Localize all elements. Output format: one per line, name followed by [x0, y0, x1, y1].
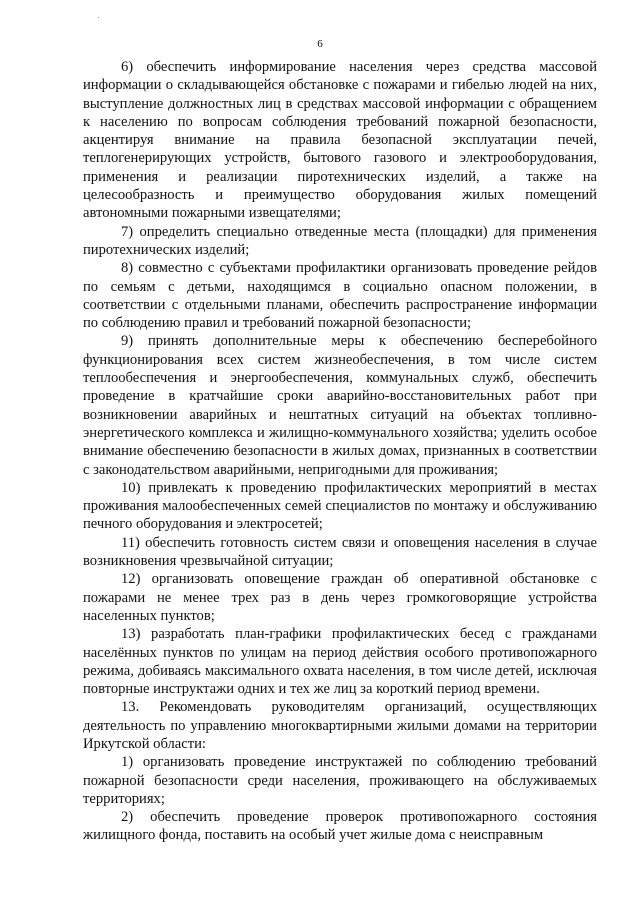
paragraph-item-6: 6) обеспечить информирование населения через средства массовой информации о складывающейся обстановке с пожарами и гибелью людей на них, выступление должностных лиц в средствах массовой информации с обращением к населению по вопросам соблюдения требований пожарной безопасности, акцентируя внимание на правила безопасной эксплуатации печей, теплогенерирующих устройств, бытового газового и электрооборудования, применения и реализации пиротехнических изделий, а также на целесообразность и преимущество оборудования жилых помещений автономными пожарными извещателями; — [83, 59, 597, 222]
paragraph-item-13: 13) разработать план-графики профилактических бесед с гражданами населённых пунктов по улицам на период действия особого противопожарного режима, добиваясь максимального охвата населения, в том числе детей, исключая повторные инструктажи одних и тех же лиц за короткий период времени. — [83, 626, 597, 698]
scan-speck — [98, 17, 99, 18]
paragraph-subitem-2: 2) обеспечить проведение проверок противопожарного состояния жилищного фонда, поставить на особый учет жилые дома с неисправным — [83, 809, 597, 844]
paragraph-item-11: 11) обеспечить готовность систем связи и оповещения населения в случае возникновения чрезвычайной ситуации; — [83, 534, 597, 570]
paragraph-item-10: 10) привлекать к проведению профилактических мероприятий в местах проживания малообеспеченных семей специалистов по монтажу и обслуживанию печного оборудования и электросетей; — [83, 479, 597, 533]
paragraph-item-9: 9) принять дополнительные меры к обеспечению бесперебойного функционирования всех систем жизнеобеспечения, в том числе систем теплообеспечения и энергообеспечения, коммунальных служб, обеспечить проведение в кратчайшие сроки аварийно-восстановительных работ при возникновении аварийных и нештатных ситуаций на объектах топливно-энергетического комплекса и жилищно-коммунального хозяйства; уделить особое внимание обеспечению безопасности в жилых домах, признанных в соответствии с законодательством аварийными, непригодными для проживания; — [83, 333, 597, 478]
paragraph-subitem-1: 1) организовать проведение инструктажей по соблюдению требований пожарной безопасности среди населения, проживающего на обслуживаемых территориях; — [83, 754, 597, 807]
document-body — [83, 58, 597, 845]
paragraph-section-13: 13. Рекомендовать руководителям организаций, осуществляющих деятельность по управлению многоквартирными жилыми домами на территории Иркутской области: — [83, 699, 597, 752]
page-number: 6 — [317, 38, 323, 50]
paragraph-item-8: 8) совместно с субъектами профилактики организовать проведение рейдов по семьям с детьми, находящимся в социально опасном положении, в соответствии с отдельными планами, обеспечить распространение информации по соблюдению правил и требований пожарной безопасности; — [83, 260, 597, 332]
paragraph-item-7: 7) определить специально отведенные места (площадки) для применения пиротехнических изделий; — [83, 223, 597, 258]
paragraph-item-12: 12) организовать оповещение граждан об оперативной обстановке с пожарами не менее трех раз в день через громкоговорящие устройства населенных пунктов; — [83, 571, 597, 624]
